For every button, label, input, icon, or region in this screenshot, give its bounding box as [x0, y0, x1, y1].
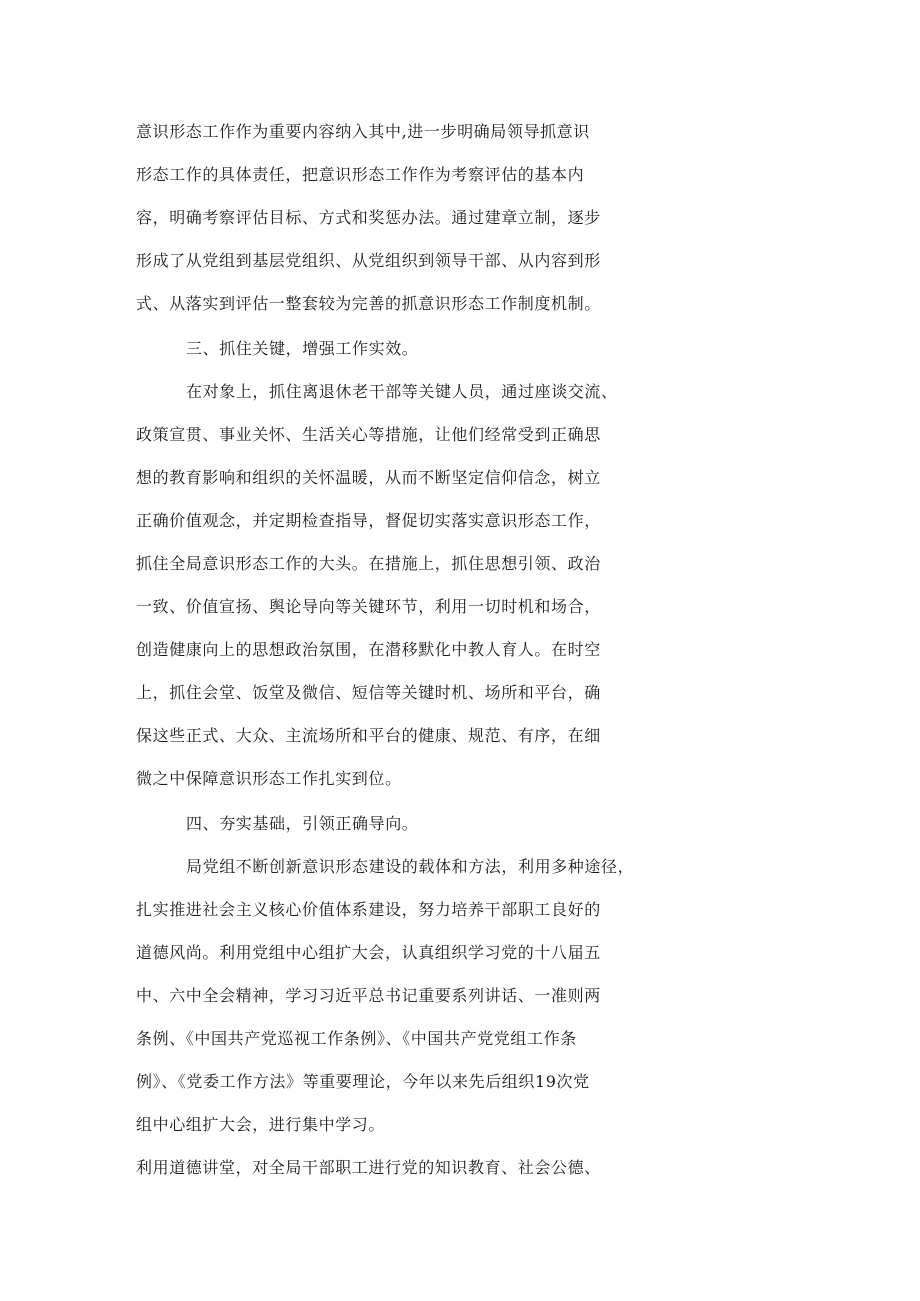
text-line: 局党组不断创新意识形态建设的载体和方法，利用多种途径， [186, 857, 635, 876]
text-line: 中、六中全会精神，学习习近平总书记重要系列讲话、一准则两 [136, 986, 601, 1005]
text-line: 道德风尚。利用党组中心组扩大会，认真组织学习党的十八届五 [136, 943, 601, 962]
text-line: 意识形态工作作为重要内容纳入其中,进一步明确局领导抓意识 [136, 122, 590, 141]
text-line: 想的教育影响和组织的关怀温暖，从而不断坚定信仰信念，树立 [136, 468, 601, 487]
text-line: 正确价值观念，并定期检查指导，督促切实落实意识形态工作， [136, 511, 601, 530]
text-line: 组中心组扩大会，进行集中学习。 [136, 1115, 386, 1134]
section-heading: 三、抓住关键，增强工作实效。 [186, 339, 419, 358]
section-heading: 四、夯实基础，引领正确导向。 [186, 814, 419, 833]
text-line: 例》、《党委工作方法》等重要理论，今年以来先后组织19次党 [136, 1072, 590, 1091]
text-line: 创造健康向上的思想政治氛围，在潜移默化中教人育人。在时空 [136, 640, 601, 659]
text-line: 抓住全局意识形态工作的大头。在措施上，抓住思想引领、政治 [136, 554, 601, 573]
text-line: 保这些正式、大众、主流场所和平台的健康、规范、有序，在细 [136, 726, 601, 745]
text-line: 形成了从党组到基层党组织、从党组织到领导干部、从内容到形 [136, 251, 601, 270]
text-line: 微之中保障意识形态工作扎实到位。 [136, 769, 402, 788]
text-line: 上，抓住会堂、饭堂及微信、短信等关键时机、场所和平台，确 [136, 683, 601, 702]
text-line: 形态工作的具体责任，把意识形态工作作为考察评估的基本内 [136, 165, 585, 184]
text-line: 利用道德讲堂，对全局干部职工进行党的知识教育、社会公德、 [136, 1158, 601, 1177]
text-line: 容，明确考察评估目标、方式和奖惩办法。通过建章立制，逐步 [136, 208, 601, 227]
text-line: 在对象上，抓住离退休老干部等关键人员，通过座谈交流、 [186, 382, 618, 401]
text-line: 一致、价值宣扬、舆论导向等关键环节，利用一切时机和场合， [136, 597, 601, 616]
text-line: 式、从落实到评估一整套较为完善的抓意识形态工作制度机制。 [136, 294, 601, 313]
text-line: 条例、《中国共产党巡视工作条例》、《中国共产党党组工作条 [136, 1029, 577, 1048]
text-line: 扎实推进社会主义核心价值体系建设，努力培养干部职工良好的 [136, 900, 601, 919]
text-line: 政策宣贯、事业关怀、生活关心等措施，让他们经常受到正确思 [136, 425, 601, 444]
